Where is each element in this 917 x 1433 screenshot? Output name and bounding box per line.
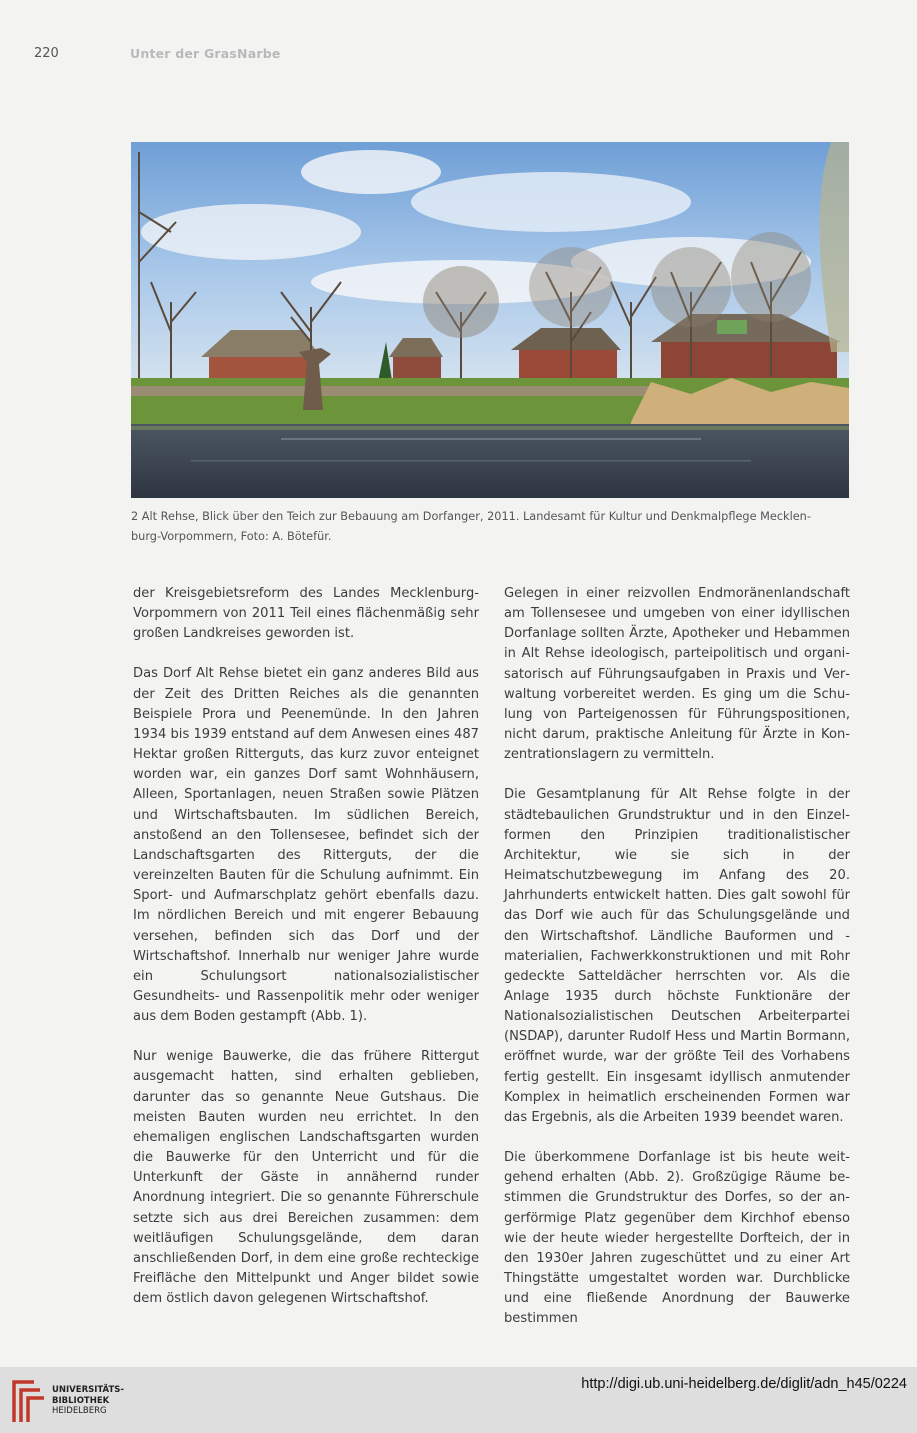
paragraph: Nur wenige Bauwerke, die das frühere Rittergut ausgemacht hatten, sind erhalten geblieben, darunter das so genannte Neue Gutshaus. Die meisten Bauten wurden neu errichtet. In den ehemaligen englischen Landschaftsgarten wurden die Bauwerke für den Unterricht und für die Unterkunft der Gäste in annähernd runder Anordnung integriert. Die so genannte Führerschule setzte sich aus drei Bereichen zusammen: dem weitläufigen Schulungsgelände, dem daran anschließenden Dorf, in dem eine große rechteckige Freifläche den Mittelpunkt und Anger bildet sowie dem östlich davon gelegenen Wirtschaftshof. — [133, 1049, 479, 1307]
page-number: 220 — [34, 46, 59, 61]
paragraph: Die überkommene Dorfanlage ist bis heute weitgehend erhalten (Abb. 2). Großzügige Räume bestimmen die Grundstruktur des Dorfes, so der angerförmige Platz gegenüber dem Kirchhof ebenso wie der heute wieder hergestellte Dorfteich, der in den 1930er Jahren zugeschüttet und zu einer Art Thingstätte umgestaltet worden war. Durchblicke und eine fließende Anordnung der Bauwerke bestimmen — [504, 1150, 850, 1327]
caption-line: burg-Vorpommern, Foto: A. Bötefür. — [131, 529, 332, 543]
permalink-url[interactable]: http://digi.ub.uni-heidelberg.de/diglit/adn_h45/0224 — [581, 1376, 907, 1392]
caption-line: 2 Alt Rehse, Blick über den Teich zur Bebauung am Dorfanger, 2011. Landesamt für Kultur und Denkmalpflege Mecklen- — [131, 510, 811, 523]
right-text-column — [504, 584, 850, 1349]
library-line: HEIDELBERG — [52, 1406, 107, 1416]
library-name — [52, 1385, 124, 1417]
library-logo-icon[interactable] — [10, 1376, 46, 1428]
library-line: BIBLIOTHEK — [52, 1395, 110, 1406]
library-line: UNIVERSITÄTS- — [52, 1385, 124, 1395]
paragraph: Das Dorf Alt Rehse bietet ein ganz anderes Bild aus der Zeit des Dritten Reiches als die genannten Beispiele Prora und Peenemünde. In den Jahren 1934 bis 1939 entstand auf dem Anwesen eines 487 Hektar großen Ritterguts, das kurz zuvor enteignet worden war, ein ganzes Dorf samt Wohnhäusern, Alleen, Sportanlagen, neuen Straßen sowie Plätzen und Wirtschaftsbauten. Im südlichen Bereich, anstoßend an den Tollensesee, befindet sich der Landschaftsgarten des Ritterguts, der die vereinzelten Bauten für die Schulung aufnimmt. Ein Sport- und Aufmarschplatz gehört ebenfalls dazu. Im nördlichen Bereich und mit engerer Bebauung versehen, befinden sich das Dorf und der Wirtschaftshof. Innerhalb nur weniger Jahre wurde ein Schulungsort nationalsozialistischer Gesundheits- und Rassenpolitik mehr oder weniger aus dem Boden gestampft (Abb. 1). — [133, 666, 479, 1025]
running-title: Unter der GrasNarbe — [130, 46, 281, 61]
paragraph: der Kreisgebietsreform des Landes Mecklenburg-Vorpommern von 2011 Teil eines flächenmäßig sehr großen Landkreises geworden ist. — [133, 586, 479, 642]
village-pond-photo — [131, 142, 849, 498]
figure-photo — [131, 142, 849, 498]
left-text-column — [133, 584, 479, 1329]
paragraph: Die Gesamtplanung für Alt Rehse folgte in der städtebaulichen Grundstruktur und in den Einzelformen den Prinzipien traditionalistischer Architektur, wie sie sich in der Heimatschutzbewegung im Anfang des 20. Jahrhunderts entwickelt hatten. Dies galt sowohl für das Dorf wie auch für das Schulungsgelände und den Wirtschaftshof. Ländliche Bauformen und -materialien, Fachwerkkonstruktionen und mit Rohr gedeckte Satteldächer herrschten vor. Als die Anlage 1935 durch höchste Funktionäre der Nationalsozialistischen Deutschen Arbeiterpartei (NSDAP), darunter Rudolf Hess und Martin Bormann, eröffnet wurde, war der größte Teil des Vorhabens fertig gestellt. Ein insgesamt idyllisch anmutender Komplex in heimatlich erscheinenden Formen war das Ergebnis, als die Arbeiten 1939 beendet waren. — [504, 787, 850, 1125]
figure-caption — [131, 507, 853, 546]
paragraph: Gelegen in einer reizvollen Endmoränenlandschaft am Tollensesee und umgeben von einer idyllischen Dorfanlage sollten Ärzte, Apotheker und Hebammen in Alt Rehse ideologisch, parteipolitisch und organisatorisch auf Führungsaufgaben in Praxis und Verwaltung vorbereitet werden. Es ging um die Schulung von Parteigenossen für Führungspositionen, nicht darum, praktische Anleitung für Ärzte in Konzentrationslagern zu vermitteln. — [504, 586, 850, 763]
